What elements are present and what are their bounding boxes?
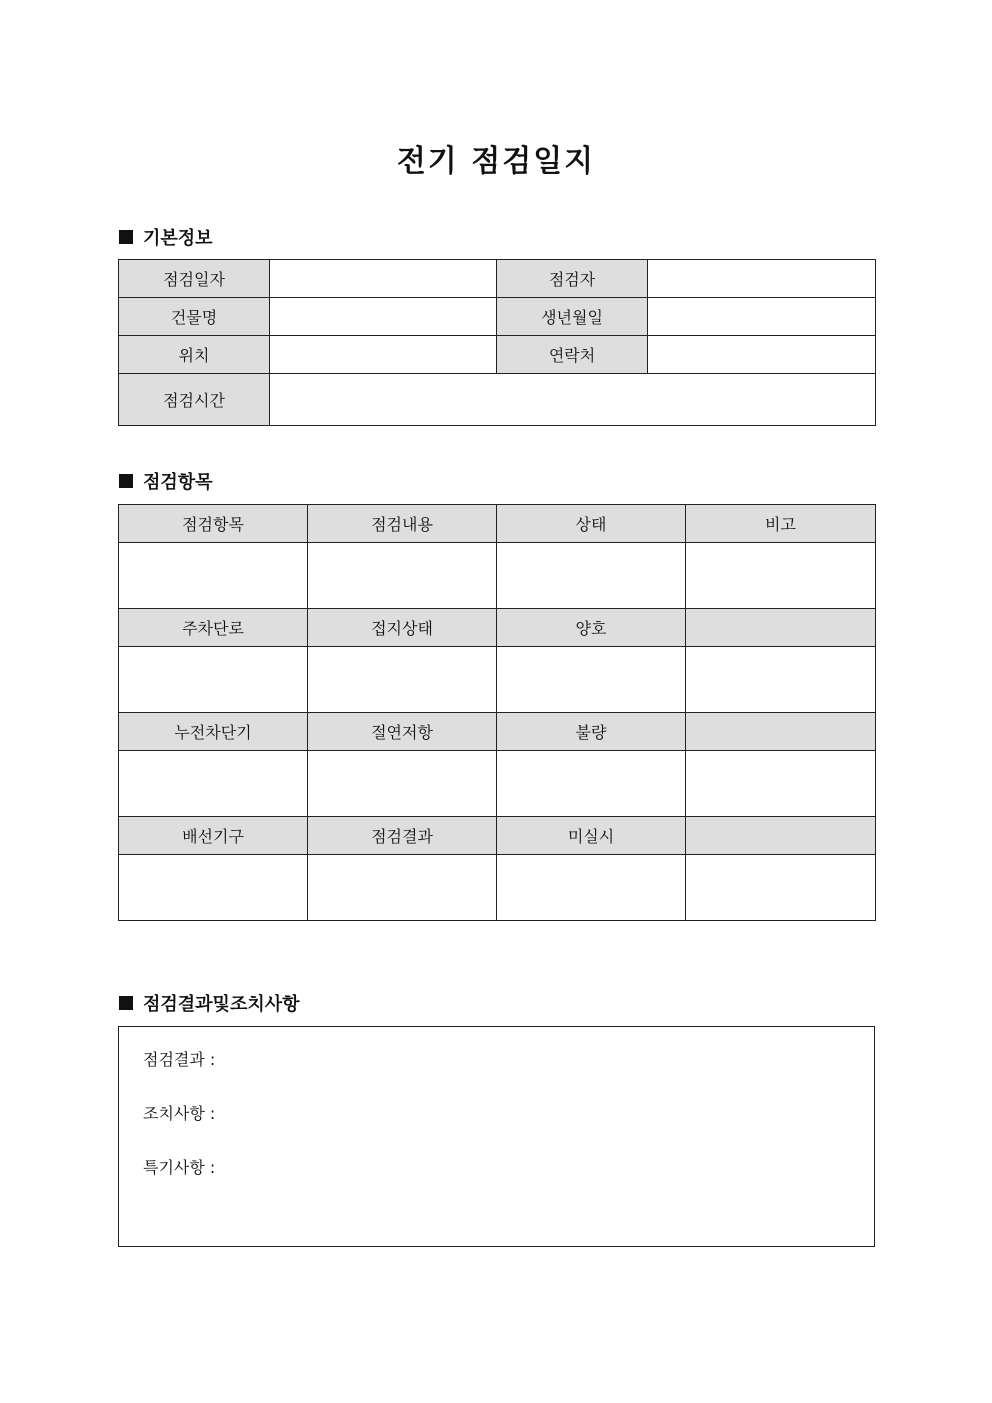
subheader-cell xyxy=(686,609,876,647)
inspection-time-label: 점검시간 xyxy=(119,374,270,426)
subheader-cell: 누전차단기 xyxy=(119,713,308,751)
location-label: 위치 xyxy=(119,336,270,374)
inspection-time-field[interactable] xyxy=(270,374,876,426)
section-heading-basic-info xyxy=(119,224,213,250)
blank-cell[interactable] xyxy=(308,855,497,921)
section-heading-label: 기본정보 xyxy=(143,228,213,249)
blank-cell[interactable] xyxy=(497,543,686,609)
contact-label: 연락처 xyxy=(497,336,648,374)
inspection-date-label: 점검일자 xyxy=(119,260,270,298)
table-row-blank xyxy=(119,543,876,609)
table-row-blank xyxy=(119,855,876,921)
square-bullet-icon xyxy=(119,230,133,244)
column-header-item: 점검항목 xyxy=(119,505,308,543)
blank-cell[interactable] xyxy=(497,751,686,817)
subheader-cell xyxy=(686,713,876,751)
subheader-cell xyxy=(686,817,876,855)
blank-cell[interactable] xyxy=(119,647,308,713)
table-subheader-row xyxy=(119,713,876,751)
blank-cell[interactable] xyxy=(308,751,497,817)
subheader-cell: 양호 xyxy=(497,609,686,647)
blank-cell[interactable] xyxy=(686,855,876,921)
table-row xyxy=(119,298,876,336)
column-header-status: 상태 xyxy=(497,505,686,543)
location-field[interactable] xyxy=(270,336,497,374)
blank-cell[interactable] xyxy=(497,855,686,921)
table-subheader-row xyxy=(119,817,876,855)
result-box xyxy=(118,1026,875,1247)
square-bullet-icon xyxy=(119,996,133,1010)
section-heading-checklist xyxy=(119,468,213,494)
result-label: 점검결과 : xyxy=(143,1050,216,1069)
table-row xyxy=(119,374,876,426)
contact-field[interactable] xyxy=(648,336,876,374)
column-header-content: 점검내용 xyxy=(308,505,497,543)
subheader-cell: 주차단로 xyxy=(119,609,308,647)
section-heading-label: 점검항목 xyxy=(143,472,213,493)
section-heading-label: 점검결과및조치사항 xyxy=(143,994,300,1015)
subheader-cell: 미실시 xyxy=(497,817,686,855)
action-label: 조치사항 : xyxy=(143,1104,216,1123)
subheader-cell: 점검결과 xyxy=(308,817,497,855)
blank-cell[interactable] xyxy=(119,855,308,921)
blank-cell[interactable] xyxy=(308,543,497,609)
checklist-table xyxy=(118,504,876,921)
inspector-label: 점검자 xyxy=(497,260,648,298)
table-row-blank xyxy=(119,647,876,713)
subheader-cell: 절연저항 xyxy=(308,713,497,751)
blank-cell[interactable] xyxy=(308,647,497,713)
building-label: 건물명 xyxy=(119,298,270,336)
blank-cell[interactable] xyxy=(119,751,308,817)
section-heading-result xyxy=(119,990,300,1016)
table-header-row xyxy=(119,505,876,543)
inspector-field[interactable] xyxy=(648,260,876,298)
subheader-cell: 접지상태 xyxy=(308,609,497,647)
blank-cell[interactable] xyxy=(686,647,876,713)
square-bullet-icon xyxy=(119,474,133,488)
notes-label: 특기사항 : xyxy=(143,1158,216,1177)
inspection-date-field[interactable] xyxy=(270,260,497,298)
table-row xyxy=(119,260,876,298)
birthdate-label: 생년월일 xyxy=(497,298,648,336)
page-title: 전기 점검일지 xyxy=(396,144,596,179)
blank-cell[interactable] xyxy=(686,751,876,817)
building-field[interactable] xyxy=(270,298,497,336)
basic-info-table xyxy=(118,259,876,426)
table-row xyxy=(119,336,876,374)
subheader-cell: 배선기구 xyxy=(119,817,308,855)
blank-cell[interactable] xyxy=(686,543,876,609)
blank-cell[interactable] xyxy=(497,647,686,713)
birthdate-field[interactable] xyxy=(648,298,876,336)
blank-cell[interactable] xyxy=(119,543,308,609)
column-header-remarks: 비고 xyxy=(686,505,876,543)
table-row-blank xyxy=(119,751,876,817)
subheader-cell: 불량 xyxy=(497,713,686,751)
table-subheader-row xyxy=(119,609,876,647)
